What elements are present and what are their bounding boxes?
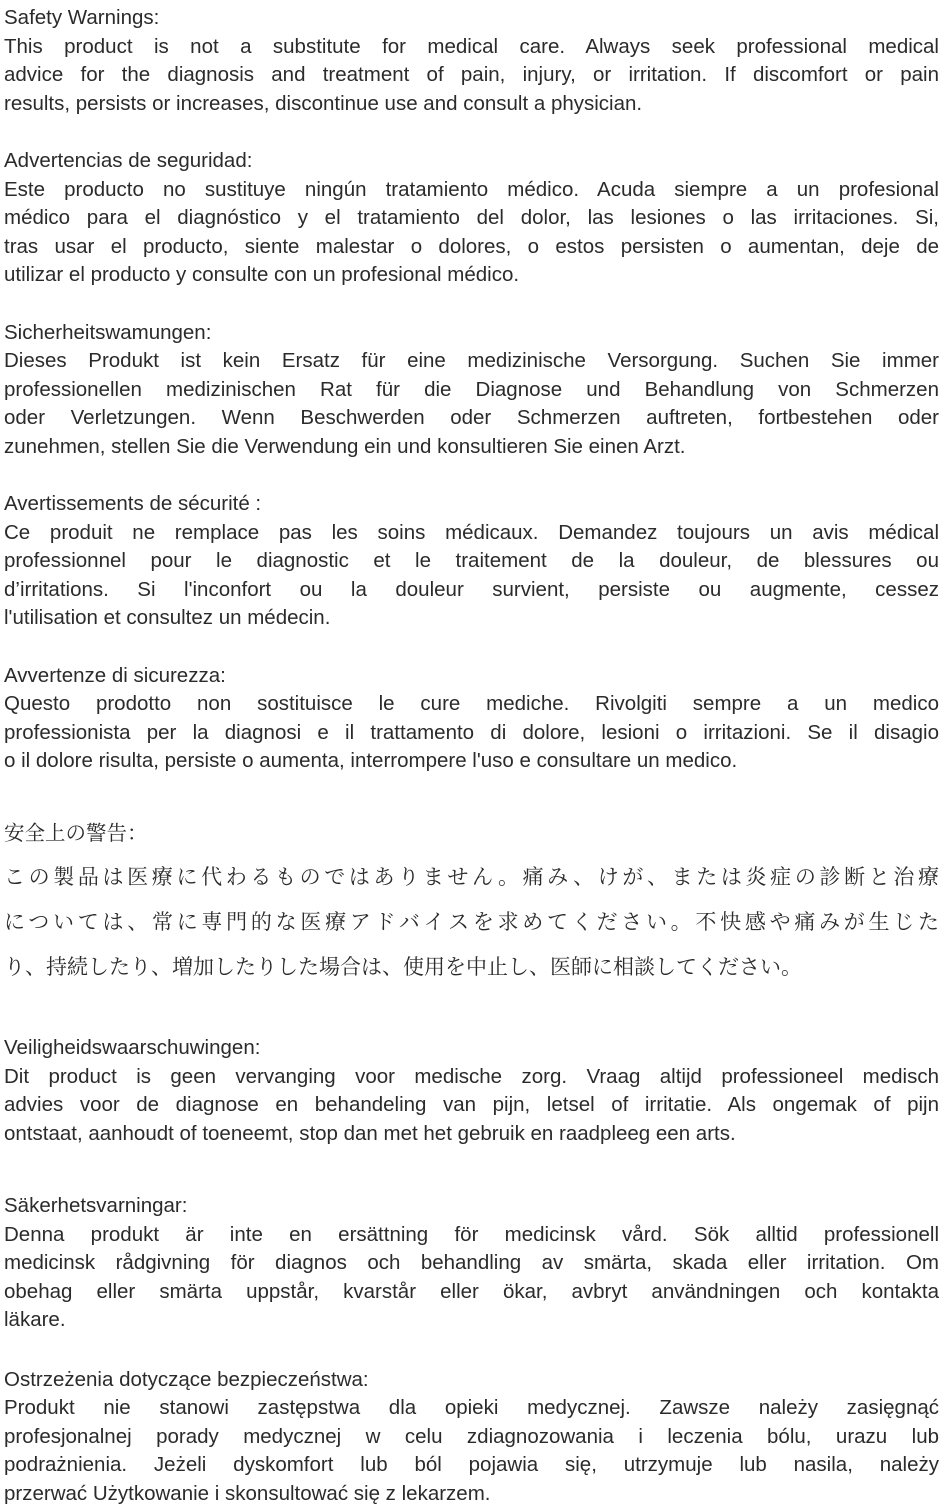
text-line: Denna produkt är inte en ersättning för medicinsk vård. Sök alltid professionell [4,1221,939,1250]
text-line: Este producto no sustituye ningún tratamiento médico. Acuda siempre a un profesional [4,176,939,205]
section-heading: Safety Warnings: [4,4,939,33]
text-line: り、持続したり、増加したりした場合は、使用を中止し、医師に相談してください。 [4,945,939,990]
section-paragraph [4,1221,939,1335]
section-paragraph [4,519,939,633]
section-heading: Ostrzeżenia dotyczące bezpieczeństwa: [4,1366,939,1395]
text-line: については、常に専門的な医療アドバイスを求めてください。不快感や痛みが生じた [4,900,939,945]
section-paragraph [4,855,939,990]
text-line: ontstaat, aanhoudt of toeneemt, stop dan met het gebruik en raadpleeg een arts. [4,1120,939,1149]
text-line: oder Verletzungen. Wenn Beschwerden oder Schmerzen auftreten, fortbestehen oder [4,404,939,433]
text-line: o il dolore risulta, persiste o aumenta, interrompere l'uso e consultare un medico. [4,747,939,776]
text-line: professionellen medizinischen Rat für die Diagnose und Behandlung von Schmerzen [4,376,939,405]
section-paragraph [4,347,939,461]
section-paragraph [4,690,939,776]
text-line: Questo prodotto non sostituisce le cure mediche. Rivolgiti sempre a un medico [4,690,939,719]
text-line: Dieses Produkt ist kein Ersatz für eine medizinische Versorgung. Suchen Sie immer [4,347,939,376]
text-line: profesjonalnej porady medycznej w celu zdiagnozowania i leczenia bólu, urazu lub [4,1423,939,1452]
text-line: tras usar el producto, siente malestar o dolores, o estos persisten o aumentan, deje de [4,233,939,262]
warning-section-sv [4,1192,939,1335]
text-line: Ce produit ne remplace pas les soins médicaux. Demandez toujours un avis médical [4,519,939,548]
text-line: przerwać Użytkowanie i skonsultować się z lekarzem. [4,1480,939,1508]
text-line: Dit product is geen vervanging voor medische zorg. Vraag altijd professioneel medisch [4,1063,939,1092]
section-heading: Veiligheidswaarschuwingen: [4,1034,939,1063]
text-line: obehag eller smärta uppstår, kvarstår eller ökar, avbryt användningen och kontakta [4,1278,939,1307]
section-heading: Avertissements de sécurité : [4,490,939,519]
text-line: médico para el diagnóstico y el tratamiento del dolor, las lesiones o las irritaciones. Si, [4,204,939,233]
warning-section-nl [4,1034,939,1148]
section-heading: 安全上の警告： [4,820,939,849]
text-line: advice for the diagnosis and treatment of pain, injury, or irritation. If discomfort or pain [4,61,939,90]
text-line: zunehmen, stellen Sie die Verwendung ein und konsultieren Sie einen Arzt. [4,433,939,462]
warning-section-en [4,4,939,118]
text-line: d’irritations. Si l'inconfort ou la douleur survient, persiste ou augmente, cessez [4,576,939,605]
text-line: utilizar el producto y consulte con un profesional médico. [4,261,939,290]
warning-section-ja [4,820,939,991]
section-paragraph [4,1394,939,1508]
text-line: This product is not a substitute for medical care. Always seek professional medical [4,33,939,62]
text-line: podrażnienia. Jeżeli dyskomfort lub ból pojawia się, utrzymuje lub nasila, należy [4,1451,939,1480]
text-line: professionista per la diagnosi e il trattamento di dolore, lesioni o irritazioni. Se il disagio [4,719,939,748]
warning-section-it [4,662,939,776]
warning-section-es [4,147,939,290]
text-line: läkare. [4,1306,939,1335]
text-line: advies voor de diagnose en behandeling van pijn, letsel of irritatie. Als ongemak of pijn [4,1091,939,1120]
warning-section-fr [4,490,939,633]
section-heading: Säkerhetsvarningar: [4,1192,939,1221]
section-heading: Advertencias de seguridad: [4,147,939,176]
warning-section-de [4,319,939,462]
text-line: この製品は医療に代わるものではありません。痛み、けが、または炎症の診断と治療 [4,855,939,900]
section-paragraph [4,1063,939,1149]
section-heading: Sicherheitswamungen: [4,319,939,348]
text-line: results, persists or increases, discontinue use and consult a physician. [4,90,939,119]
text-line: Produkt nie stanowi zastępstwa dla opieki medycznej. Zawsze należy zasięgnąć [4,1394,939,1423]
text-line: medicinsk rådgivning för diagnos och behandling av smärta, skada eller irritation. Om [4,1249,939,1278]
section-heading: Avvertenze di sicurezza: [4,662,939,691]
warning-section-pl [4,1366,939,1508]
text-line: professionnel pour le diagnostic et le traitement de la douleur, de blessures ou [4,547,939,576]
text-line: l'utilisation et consultez un médecin. [4,604,939,633]
section-paragraph [4,33,939,119]
section-paragraph [4,176,939,290]
